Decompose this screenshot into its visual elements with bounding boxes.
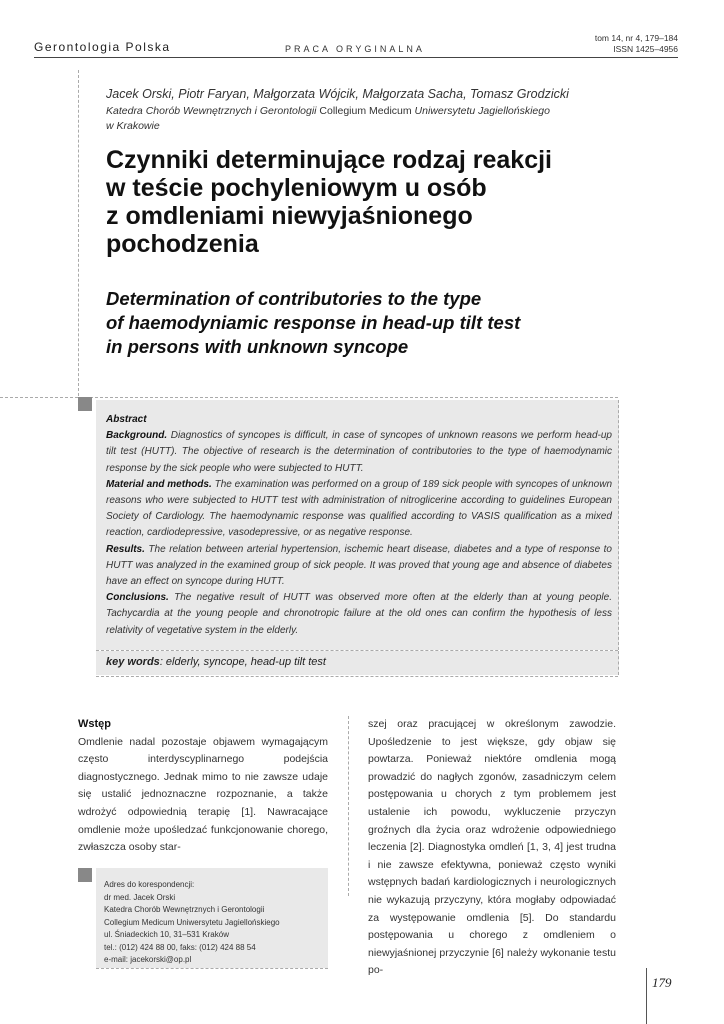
page-number-rule: [646, 968, 647, 1024]
correspondence-line: Collegium Medicum Uniwersytetu Jagiellońskiego: [104, 917, 280, 927]
affiliation-city: w Krakowie: [106, 120, 160, 132]
affiliation-university: Uniwersytetu Jagiellońskiego: [414, 105, 550, 117]
affiliation-college: Collegium Medicum: [316, 105, 415, 117]
correspondence-line: e-mail: jacekorski@op.pl: [104, 955, 192, 964]
keywords-label: key words: [106, 656, 160, 668]
body-column-left: [78, 716, 328, 857]
correspondence-line: ul. Śniadeckich 10, 31–531 Kraków: [104, 930, 229, 939]
title-english: [106, 287, 626, 359]
page-number: 179: [652, 975, 672, 990]
abstract: [106, 412, 612, 639]
correspondence-line: Katedra Chorób Wewnętrznych i Gerontologii: [104, 905, 265, 914]
title-polish-line: pochodzenia: [106, 230, 259, 258]
affiliation-department: Katedra Chorób Wewnętrznych i Gerontologii: [106, 105, 317, 117]
authors: Jacek Orski, Piotr Faryan, Małgorzata Wójcik, Małgorzata Sacha, Tomasz Grodzicki: [106, 87, 569, 101]
correspondence-line: dr med. Jacek Orski: [104, 892, 176, 902]
title-english-line: Determination of contributories to the type: [106, 288, 482, 309]
correspondence-line: Adres do korespondencji:: [104, 880, 195, 889]
body-paragraph: szej oraz pracującej w określonym zawodzie. Upośledzenie to jest większe, gdy objaw się powtarza. Ponieważ niektóre omdlenia mogą prowadzić do nagłych zgonów, zasadniczym celem postępowania u chorych z tym problemem jest ustalenie ich powodu, wykluczenie przyczyn groźnych dla życia oraz wdrożenie odpowiedniego leczenia [2]. Diagnostyka omdleń [1, 3, 4] jest trudna i nie zawsze efektywna, ponieważ często wyniki wstępnych badań kardiologicznych i neurologicznych nie wykazują przyczyny, która mogłaby odpowiadać za występowanie omdlenia [5]. Do standardu postępowania u chorego z omdleniem o niewyjaśnionej przyczynie [6] należy wykonanie testu po-: [368, 718, 616, 977]
affiliation: [106, 104, 626, 134]
abstract-background: Background. Diagnostics of syncopes is difficult, in case of syncopes of unknown reasons we perform head-up tilt test (HUTT). The objective of research is the determination of contributories to the type of haemodynamic response by the sick people who were subjected to HUTT.: [106, 430, 612, 474]
volume-info: [595, 33, 678, 55]
title-english-line: in persons with unknown syncope: [106, 336, 409, 357]
title-polish: [106, 146, 636, 258]
abstract-heading: Abstract: [106, 414, 147, 425]
title-polish-line: w teście pochyleniowym u osób: [106, 174, 487, 202]
body-column-right: [368, 716, 616, 980]
abstract-results: Results. The relation between arterial hypertension, ischemic heart disease, diabetes and a type of response to HUTT was analyzed in the examined group of sick people. It was proved that young age and absence of diabetes have an effect on syncope during HUTT.: [106, 543, 612, 588]
section-heading: Wstęp: [78, 718, 111, 730]
issn: ISSN 1425–4956: [613, 44, 678, 54]
article-type: PRACA ORYGINALNA: [285, 44, 425, 54]
correspondence-marker: [78, 868, 92, 882]
abstract-marker: [78, 397, 92, 411]
title-polish-line: z omdleniami niewyjaśnionego: [106, 202, 473, 230]
body-paragraph: Omdlenie nadal pozostaje objawem wymagającym często interdyscyplinarnego podejścia diagnostycznego. Jednak mimo to nie zawsze udaje się ustalić jednoznaczne rozpoznanie, a także wdrożyć odpowiednią terapię [1]. Nawracające omdlenie może upośledzać funkcjonowanie chorego, zwłaszcza osoby star-: [78, 735, 328, 854]
journal-name: Gerontologia Polska: [34, 40, 171, 54]
correspondence: [104, 879, 280, 967]
abstract-methods: Material and methods. The examination was performed on a group of 189 sick people with syncopes of unknown reasons who were subjected to HUTT test with administration of nitroglicerine according to guidelines European Society of Cardiology. The haemodynamic response was qualified according to VASIS qualification as a mixed reaction, cardiodepressive, vasodepressive, or as negative response.: [106, 478, 612, 539]
keywords-bottom-divider: [96, 676, 618, 677]
correspondence-line: tel.: (012) 424 88 00, faks: (012) 424 88 54: [104, 942, 256, 952]
correspondence-divider: [96, 968, 328, 969]
header-rule: [34, 57, 678, 58]
keywords: [106, 656, 326, 668]
abstract-top-divider: [0, 397, 618, 398]
keywords-value: : elderly, syncope, head-up tilt test: [159, 656, 326, 668]
column-divider: [348, 716, 349, 896]
title-english-line: of haemodyniamic response in head-up tilt test: [106, 312, 521, 333]
volume-issue: tom 14, nr 4, 179–184: [594, 33, 678, 43]
decorative-vertical-line: [78, 70, 79, 396]
title-polish-line: Czynniki determinujące rodzaj reakcji: [106, 146, 552, 174]
abstract-conclusions: Conclusions. The negative result of HUTT was observed more often at the elderly than at young people. Tachycardia at the young people and chronotropic failure at the old ones can confirm the hypothesis of less relativity of vegetative system in the elderly.: [106, 592, 612, 636]
